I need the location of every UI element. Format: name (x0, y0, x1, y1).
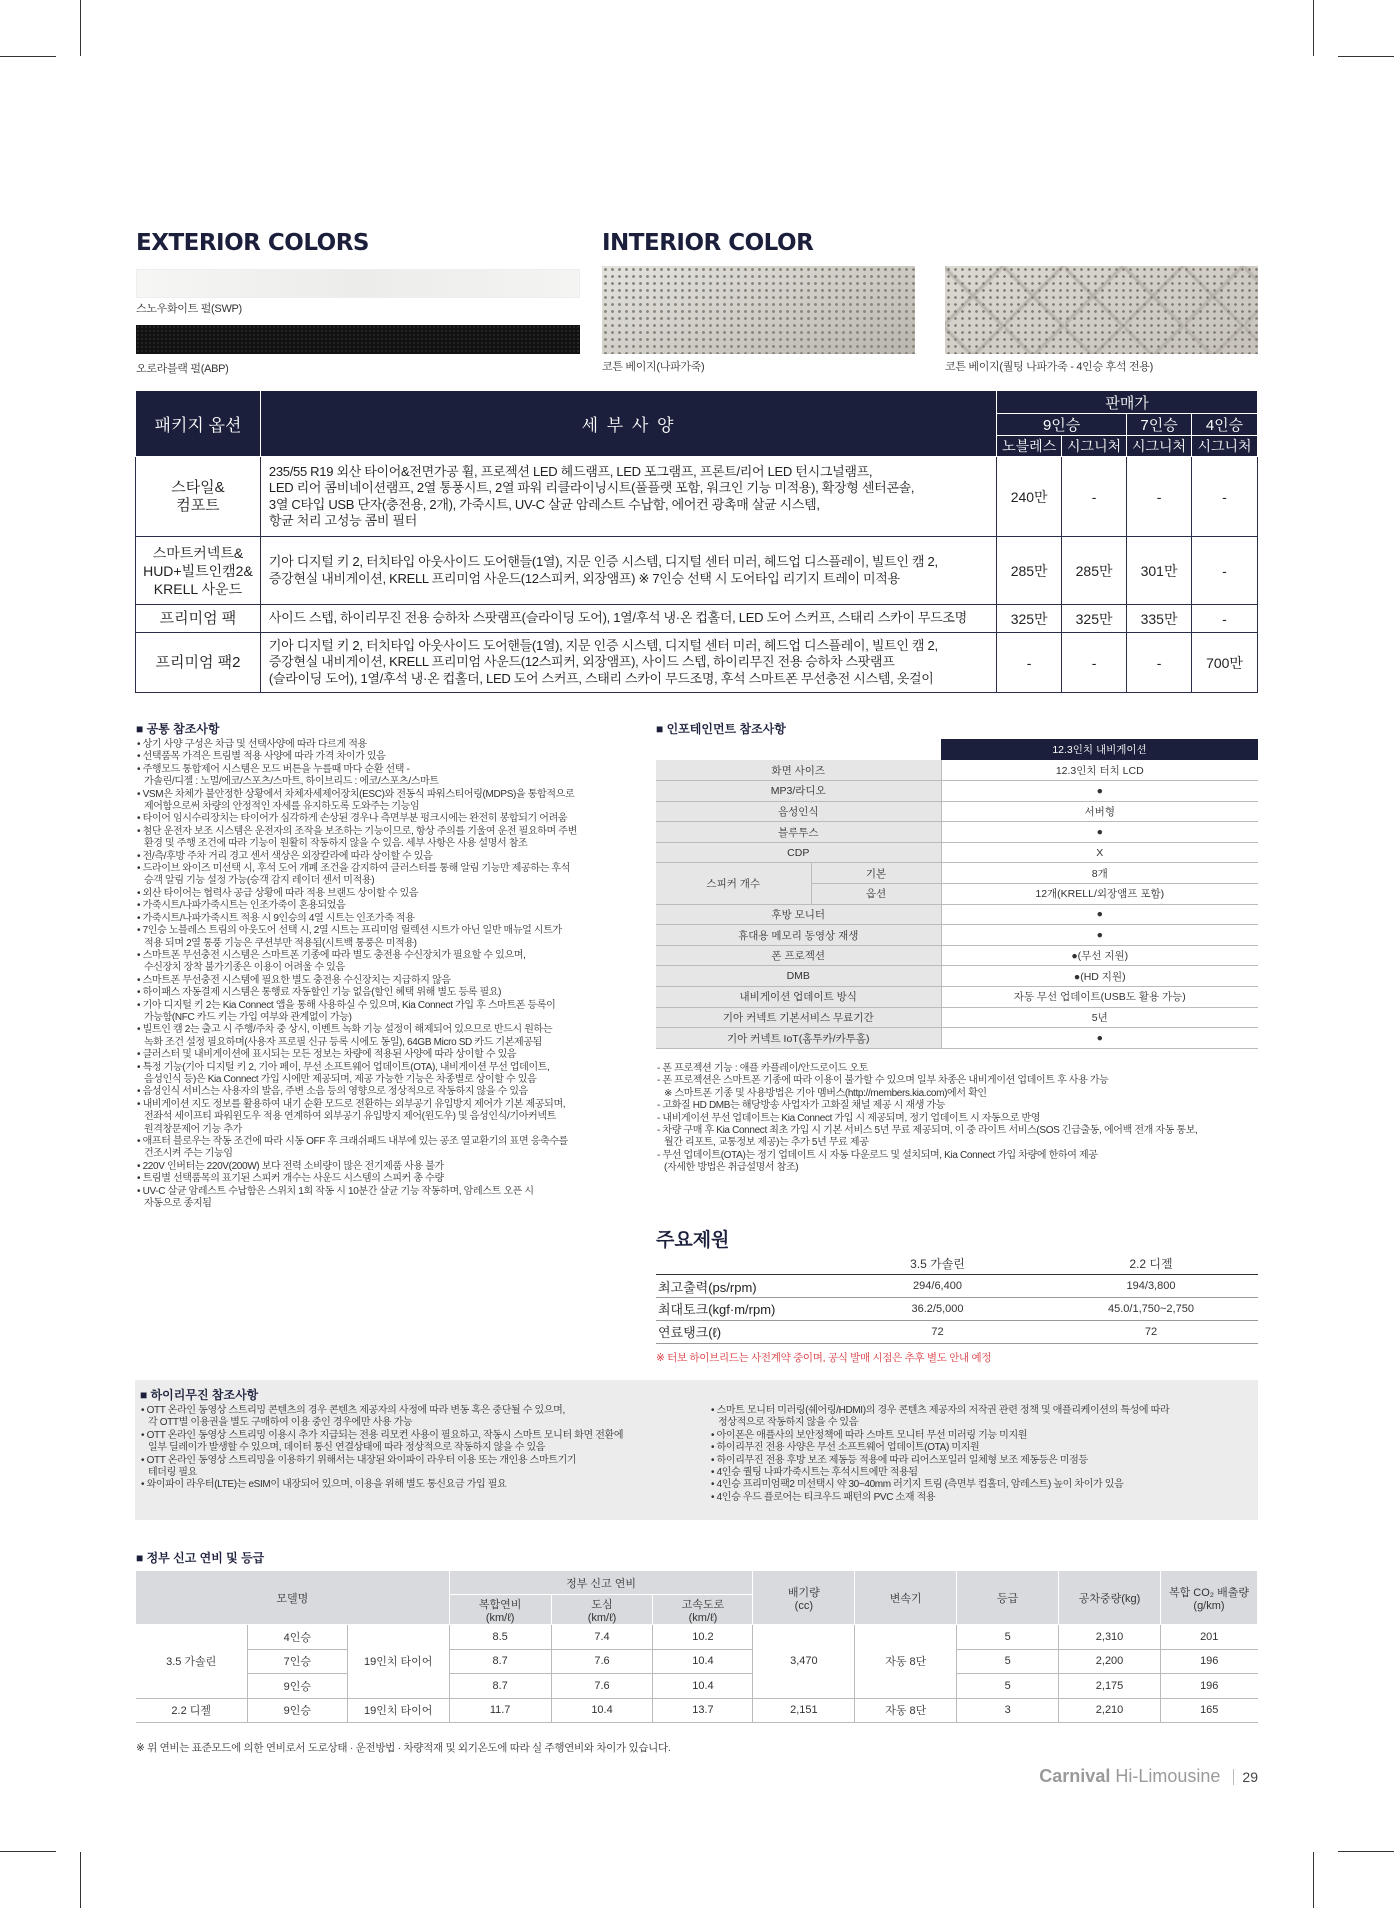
crop-mark (1338, 56, 1394, 57)
sub-signature: 시그니처 (1127, 436, 1192, 457)
specs-value: 294/6,400 (831, 1275, 1044, 1298)
infotainment-label: 화면 사이즈 (656, 760, 941, 781)
exterior-colors-title: EXTERIOR COLORS (136, 230, 369, 256)
infotainment-value: X (941, 842, 1258, 863)
transmission: 자동 8단 (855, 1698, 957, 1723)
infotainment-row (656, 760, 1258, 781)
price: - (1192, 537, 1258, 605)
infotainment-table (656, 739, 1258, 1049)
fuel-head-disp: 배기량 (cc) (753, 1571, 855, 1625)
specs-title: 주요제원 (656, 1230, 730, 1251)
city: 7.6 (551, 1649, 653, 1674)
co2: 165 (1160, 1698, 1257, 1723)
seats: 7인승 (247, 1649, 347, 1674)
limousine-note-item: • 하이리무진 전용 후방 보조 제동등 적용에 따라 리어스포일러 일체형 보조 제동등은 미점등 (710, 1455, 1255, 1467)
fuel-head-weight: 공차중량(kg) (1059, 1571, 1161, 1625)
infotainment-value: 5년 (941, 1007, 1258, 1028)
weight: 2,210 (1059, 1698, 1161, 1723)
transmission: 자동 8단 (855, 1625, 957, 1699)
group-7-seat: 7인승 (1127, 414, 1192, 436)
limousine-note-item: • 아이폰은 애플사의 보안정책에 따라 스마트 모니터 무선 미러링 기능 미지원 (710, 1430, 1255, 1442)
common-note-item: • 클러스터 및 내비게이션에 표시되는 모든 정보는 차량에 적용된 사양에 따라 상이할 수 있음 (136, 1049, 636, 1061)
infotainment-value: 자동 무선 업데이트(USB도 활용 가능) (941, 987, 1258, 1008)
infotainment-label: 후방 모니터 (656, 904, 941, 925)
seats: 9인승 (247, 1674, 347, 1699)
infotainment-row (656, 966, 1258, 987)
infotainment-label: 음성인식 (656, 801, 941, 822)
infotainment-sublabel: 기본 (811, 863, 941, 884)
weight: 2,175 (1059, 1674, 1161, 1699)
sub-noblesse: 노블레스 (997, 436, 1062, 457)
infotainment-header: 12.3인치 내비게이션 (941, 739, 1258, 760)
specs-row (656, 1298, 1258, 1321)
infotainment-notes (656, 1063, 1266, 1175)
page-footer (1039, 1766, 1258, 1787)
package-options-table (135, 390, 1258, 693)
limousine-note-item: • 4인승 프리미엄팩2 미선택시 약 30~40mm 러기지 트림 (측면부 컵홀더, 암레스트) 높이 차이가 있음 (710, 1479, 1255, 1491)
package-name: 프리미엄 팩 (136, 605, 261, 633)
tire: 19인치 타이어 (347, 1625, 449, 1699)
package-row (136, 457, 1258, 537)
limousine-note-item: • OTT 온라인 동영상 스트리밍 이용시 추가 지급되는 전용 리모컨 사용이 필요하고, 작동시 스마트 모니터 화면 전환에 일부 딜레이가 발생할 수 있으며, 데이터 통신 연결상태에 따라 정상적으로 작동하지 않을 수 있음 (140, 1430, 685, 1455)
common-note-item: • 드라이브 와이즈 미선택 시, 후석 도어 개폐 조건을 감지하여 클러스터를 통해 알림 기능만 제공하는 후석 승객 알림 기능 설정 가능(승객 감지 레이더 센서 미적용) (136, 863, 636, 888)
infotainment-label: 내비게이션 업데이트 방식 (656, 987, 941, 1008)
crop-mark (1338, 1851, 1394, 1852)
infotainment-value: 12개(KRELL/외장앰프 포함) (941, 884, 1258, 905)
specs-note: ※ 터보 하이브리드는 사전계약 중이며, 공식 발매 시점은 추후 별도 안내 예정 (656, 1352, 992, 1364)
grade: 3 (957, 1698, 1059, 1723)
package-desc: 사이드 스텝, 하이리무진 전용 승하차 스팟램프(슬라이딩 도어), 1열/후석 냉·온 컵홀더, LED 도어 스커프, 스태리 스카이 무드조명 (260, 605, 996, 633)
price: - (1062, 633, 1127, 693)
highway: 10.4 (653, 1674, 753, 1699)
crop-mark (80, 1852, 81, 1908)
limousine-notes-left (140, 1405, 685, 1492)
infotainment-value: 8개 (941, 863, 1258, 884)
price: 700만 (1192, 633, 1258, 693)
exterior-swatch-white (136, 269, 580, 298)
specs-table (656, 1252, 1258, 1344)
interior-swatch-nappa (602, 266, 915, 354)
combined: 8.7 (449, 1649, 551, 1674)
infotainment-label: 기아 커넥트 IoT(홈투카/카투홈) (656, 1028, 941, 1049)
highway: 10.2 (653, 1625, 753, 1650)
seats: 9인승 (247, 1698, 347, 1723)
fuel-head-city: 도심 (km/ℓ) (551, 1595, 653, 1625)
col-spec-header: 세 부 사 양 (260, 391, 996, 457)
common-note-item: • 내비게이션 지도 정보를 활용하여 내기 순환 모드로 전환하는 외부공기 유입방지 제어가 기본 제공되며, 전좌석 세이프티 파워윈도우 적용 연계하여 외부공기 유입방지 제어(윈도우) 및 음성인식/기아커넥트 원격창문제어 기능 추가 (136, 1099, 636, 1136)
common-note-item: • 전/측/후방 주차 거리 경고 센서 색상은 외장칼라에 따라 상이할 수 있음 (136, 851, 636, 863)
common-note-item: • 트림별 선택품목의 표기된 스피커 개수는 사운드 시스템의 스피커 총 수량 (136, 1173, 636, 1185)
common-note-item: • 외산 타이어는 협력사 공급 상황에 따라 적용 브랜드 상이할 수 있음 (136, 888, 636, 900)
infotainment-value: 12.3인치 터치 LCD (941, 760, 1258, 781)
infotainment-value: ●(무선 지원) (941, 945, 1258, 966)
infotainment-row (656, 1028, 1258, 1049)
package-name: 스마트커넥트& HUD+빌트인캠2& KRELL 사운드 (136, 537, 261, 605)
price: 285만 (997, 537, 1062, 605)
price: 325만 (1062, 605, 1127, 633)
sub-signature: 시그니처 (1192, 436, 1258, 457)
co2: 196 (1160, 1674, 1257, 1699)
fuel-note: ※ 위 연비는 표준모드에 의한 연비로서 도로상태 · 운전방법 · 차량적재 및 외기온도에 따라 실 주행연비와 차이가 있습니다. (136, 1742, 671, 1754)
limousine-note-item: • 4인승 퀄팅 나파가죽시트는 후석시트에만 적용됨 (710, 1467, 1255, 1479)
fuel-head-grade: 등급 (957, 1571, 1059, 1625)
fuel-head-combined: 복합연비 (km/ℓ) (449, 1595, 551, 1625)
infotainment-row (656, 801, 1258, 822)
common-notes-title: ■ 공통 참조사항 (136, 720, 219, 737)
limousine-note-item: • 스마트 모니터 미러링(쉐어링/HDMI)의 경우 콘텐츠 제공자의 저작권 관련 정책 및 애플리케이션의 특성에 따라 정상적으로 작동하지 않을 수 있음 (710, 1405, 1255, 1430)
weight: 2,310 (1059, 1625, 1161, 1650)
col-price-header: 판매가 (997, 391, 1258, 414)
price: - (1192, 457, 1258, 537)
infotainment-value: ● (941, 781, 1258, 802)
infotainment-label: CDP (656, 842, 941, 863)
limousine-notes-right (710, 1405, 1255, 1504)
crop-mark (0, 1851, 56, 1852)
sub-signature: 시그니처 (1062, 436, 1127, 457)
infotainment-label: 기아 커넥트 기본서비스 무료기간 (656, 1007, 941, 1028)
package-desc: 기아 디지털 키 2, 터치타입 아웃사이드 도어핸들(1열), 지문 인증 시스템, 디지털 센터 미러, 헤드업 디스플레이, 빌트인 캠 2, 증강현실 내비게이션, KRELL 프리미엄 사운드(12스피커, 외장앰프), 사이드 스텝, 하이리무진 전용 승하차 스팟램프 (슬라이딩 도어), 1열/후석 냉·온 컵홀더, LED 도어 스커프, 스태리 스카이 무드조명, 후석 스마트폰 무선충전 시스템, 옷걸이 (260, 633, 996, 693)
interior-swatch-label: 코튼 베이지(나파가죽) (602, 361, 705, 373)
fuel-head-model: 모델명 (136, 1571, 450, 1625)
combined: 8.5 (449, 1625, 551, 1650)
limousine-note-item: • 4인승 우드 플로어는 티크우드 패턴의 PVC 소재 적용 (710, 1492, 1255, 1504)
specs-value: 36.2/5,000 (831, 1298, 1044, 1321)
fuel-head-highway: 고속도로 (km/ℓ) (653, 1595, 753, 1625)
common-note-item: • 가죽시트/나파가죽시트 적용 시 9인승의 4열 시트는 인조가죽 적용 (136, 913, 636, 925)
common-note-item: • 하이패스 자동결제 시스템은 통행료 자동할인 기능 없음(할인 혜택 위해 별도 등록 필요) (136, 987, 636, 999)
exterior-swatch-black (136, 325, 580, 354)
fuel-table (135, 1570, 1258, 1723)
common-note-item: • 음성인식 서비스는 사용자의 발음, 주변 소음 등의 영향으로 정상적으로 작동하지 않을 수 있음 (136, 1086, 636, 1098)
seats: 4인승 (247, 1625, 347, 1650)
infotainment-row (656, 863, 1258, 884)
crop-mark (80, 0, 81, 56)
infotainment-value: ●(HD 지원) (941, 966, 1258, 987)
specs-value: 45.0/1,750~2,750 (1044, 1298, 1258, 1321)
infotainment-label: 스피커 개수 (656, 863, 811, 904)
grade: 5 (957, 1625, 1059, 1650)
price: - (1192, 605, 1258, 633)
interior-swatch-quilted (945, 266, 1258, 354)
common-note-item: • 스마트폰 무선충전 시스템에 필요한 별도 충전용 수신장치는 지급하지 않음 (136, 975, 636, 987)
package-name: 스타일& 컴포트 (136, 457, 261, 537)
combined: 11.7 (449, 1698, 551, 1723)
footer-brand: Carnival (1039, 1766, 1111, 1786)
infotainment-note-item: - 무선 업데이트(OTA)는 정기 업데이트 시 자동 다운로드 및 설치되며, Kia Connect 가입 차량에 한하여 제공 (자세한 방법은 취급설명서 참조) (657, 1149, 1098, 1174)
specs-value: 194/3,800 (1044, 1275, 1258, 1298)
infotainment-row (656, 1007, 1258, 1028)
limousine-note-item: • 와이파이 라우터(LTE)는 eSIM이 내장되어 있으며, 이용을 위해 별도 통신요금 가입 필요 (140, 1479, 685, 1491)
price: 335만 (1127, 605, 1192, 633)
co2: 201 (1160, 1625, 1257, 1650)
engine: 3.5 가솔린 (136, 1625, 248, 1699)
fuel-title: ■ 정부 신고 연비 및 등급 (136, 1549, 264, 1566)
grade: 5 (957, 1674, 1059, 1699)
infotainment-value: ● (941, 904, 1258, 925)
group-9-seat: 9인승 (997, 414, 1127, 436)
common-note-item: • 스마트폰 무선충전 시스템은 스마트폰 기종에 따라 별도 충전용 수신장치가 필요할 수 있으며, 수신장치 장착 불가기종은 이용이 어려울 수 있음 (136, 950, 636, 975)
infotainment-note-item: - 폰 프로젝션 기능 : 애플 카플레이/안드로이드 오토 (657, 1063, 869, 1074)
infotainment-row (656, 822, 1258, 843)
common-note-item: • 타이어 임시수리장치는 타이어가 심각하게 손상된 경우나 측면부분 펑크시에는 완전히 봉합되기 어려움 (136, 813, 636, 825)
displacement: 3,470 (753, 1625, 855, 1699)
package-name: 프리미엄 팩2 (136, 633, 261, 693)
package-desc: 기아 디지털 키 2, 터치타입 아웃사이드 도어핸들(1열), 지문 인증 시스템, 디지털 센터 미러, 헤드업 디스플레이, 빌트인 캠 2, 증강현실 내비게이션, KRELL 프리미엄 사운드(12스피커, 외장앰프) ※ 7인승 선택 시 도어타입 리기지 트레이 미적용 (260, 537, 996, 605)
highway: 13.7 (653, 1698, 753, 1723)
displacement: 2,151 (753, 1698, 855, 1723)
common-note-item: • 상기 사양 구성은 차급 및 선택사양에 따라 다르게 적용 (136, 739, 636, 751)
common-note-item: • 첨단 운전자 보조 시스템은 운전자의 조작을 보조하는 기능이므로, 항상 주의를 기울여 운전 필요하며 주변 환경 및 주행 조건에 따라 기능이 원활히 작동하지 않을 수 있음. 세부 사항은 사용 설명서 참조 (136, 826, 636, 851)
infotainment-label: DMB (656, 966, 941, 987)
fuel-row (136, 1698, 1258, 1723)
infotainment-label: 블루투스 (656, 822, 941, 843)
common-note-item: • 특정 기능(기아 디지털 키 2, 기아 페이, 무선 소프트웨어 업데이트(OTA), 내비게이션 무선 업데이트, 음성인식 등)은 Kia Connect 가입 시에만 제공되며, 제공 가능한 기능은 차종별로 상이할 수 있음 (136, 1062, 636, 1087)
limousine-note-item: • OTT 온라인 동영상 스트리밍 콘텐츠의 경우 콘텐츠 제공자의 사정에 따라 변동 혹은 중단될 수 있으며, 각 OTT별 이용권을 별도 구매하여 이용 중인 경우에만 사용 가능 (140, 1405, 685, 1430)
specs-label: 최대토크(kgf·m/rpm) (656, 1298, 831, 1321)
city: 7.4 (551, 1625, 653, 1650)
exterior-swatch-label: 오로라블랙 펄(ABP) (136, 363, 229, 375)
price: 325만 (997, 605, 1062, 633)
specs-label: 최고출력(ps/rpm) (656, 1275, 831, 1298)
specs-value: 72 (831, 1320, 1044, 1343)
common-note-item: • 220V 인버터는 220V(200W) 보다 전력 소비량이 많은 전기제품 사용 불가 (136, 1161, 636, 1173)
infotainment-label: 휴대용 메모리 동영상 재생 (656, 925, 941, 946)
common-note-item: • VSM은 차체가 불안정한 상황에서 차체자세제어장치(ESC)와 전동식 파워스티어링(MDPS)을 통합적으로 제어함으로써 차량의 안정적인 자세를 유지하도록 도와주는 기능임 (136, 789, 636, 814)
interior-swatch-label: 코튼 베이지(퀄팅 나파가죽 - 4인승 후석 전용) (945, 361, 1153, 373)
footer-model: Hi-Limousine (1115, 1766, 1221, 1786)
infotainment-row (656, 987, 1258, 1008)
infotainment-row (656, 945, 1258, 966)
specs-row (656, 1275, 1258, 1298)
col-package-header: 패키지 옵션 (136, 391, 261, 457)
fuel-row (136, 1674, 1258, 1699)
limousine-note-item: • OTT 온라인 동영상 스트리밍을 이용하기 위해서는 내장된 와이파이 라우터 이용 또는 개인용 스마트기기 테더링 필요 (140, 1455, 685, 1480)
group-4-seat: 4인승 (1192, 414, 1258, 436)
price: 240만 (997, 457, 1062, 537)
fuel-head-gov: 정부 신고 연비 (449, 1571, 753, 1595)
price: 301만 (1127, 537, 1192, 605)
infotainment-note-item: - 내비게이션 무선 업데이트는 Kia Connect 가입 시 제공되며, 정기 업데이트 시 자동으로 반영 (657, 1112, 1041, 1124)
weight: 2,200 (1059, 1649, 1161, 1674)
co2: 196 (1160, 1649, 1257, 1674)
city: 10.4 (551, 1698, 653, 1723)
page-number: 29 (1233, 1769, 1258, 1785)
common-note-item: • 애프터 블로우는 작동 조건에 따라 시동 OFF 후 크래쉬패드 내부에 있는 공조 열교환기의 표면 응축수를 건조시켜 주는 기능임 (136, 1136, 636, 1161)
engine: 2.2 디젤 (136, 1698, 248, 1723)
common-notes-list (136, 739, 636, 1210)
package-row (136, 633, 1258, 693)
price: - (997, 633, 1062, 693)
infotainment-row (656, 781, 1258, 802)
limousine-notes-title: ■ 하이리무진 참조사항 (140, 1386, 258, 1403)
specs-col: 3.5 가솔린 (831, 1252, 1044, 1275)
fuel-head-co2: 복합 CO₂ 배출량 (g/km) (1160, 1571, 1257, 1625)
infotainment-row (656, 842, 1258, 863)
price: - (1127, 457, 1192, 537)
common-note-item: • UV-C 살균 암레스트 수납함은 스위치 1회 작동 시 10분간 살균 기능 작동하며, 암레스트 오픈 시 자동으로 종지됨 (136, 1186, 636, 1211)
infotainment-row (656, 904, 1258, 925)
infotainment-note-item: - 폰 프로젝션은 스마트폰 기종에 따라 이용이 불가할 수 있으며 일부 차종은 내비게이션 업데이트 후 사용 가능 ※ 스마트폰 기종 및 사용방법은 기아 멤버스(http://members.kia.com)에서 확인 (657, 1075, 1109, 1099)
specs-col: 2.2 디젤 (1044, 1252, 1258, 1275)
infotainment-note-item: - 차량 구매 후 Kia Connect 최초 가입 시 기본 서비스 5년 무료 제공되며, 이 중 라이트 서비스(SOS 긴급출동, 에어백 전개 자동 통보, 월간 리포트, 교통정보 제공)는 추가 5년 무료 제공 (657, 1125, 1198, 1149)
infotainment-label: 폰 프로젝션 (656, 945, 941, 966)
common-note-item: • 주행모드 통합제어 시스템은 모드 버튼을 누를때 마다 순환 선택 - 가솔린/디젤 : 노멀/에코/스포츠/스마트, 하이브리드 : 에코/스포츠/스마트 (136, 764, 636, 789)
price: 285만 (1062, 537, 1127, 605)
package-row (136, 605, 1258, 633)
common-note-item: • 기아 디지털 키 2는 Kia Connect 앱을 통해 사용하실 수 있으며, Kia Connect 가입 후 스마트폰 등록이 가능함(NFC 카드 키는 가입 여부와 관계없이 가능) (136, 1000, 636, 1025)
package-row (136, 537, 1258, 605)
fuel-row (136, 1649, 1258, 1674)
combined: 8.7 (449, 1674, 551, 1699)
infotainment-row (656, 925, 1258, 946)
infotainment-value: ● (941, 822, 1258, 843)
crop-mark (0, 56, 56, 57)
common-note-item: • 7인승 노블레스 트림의 아웃도어 선택 시, 2열 시트는 프리미엄 릴렉션 시트가 아닌 일반 매뉴얼 시트가 적용 되며 2열 통풍 기능은 쿠션부만 적용됨(시트백 통풍은 미적용) (136, 925, 636, 950)
specs-value: 72 (1044, 1320, 1258, 1343)
tire: 19인치 타이어 (347, 1698, 449, 1723)
infotainment-sublabel: 옵션 (811, 884, 941, 905)
infotainment-label: MP3/라디오 (656, 781, 941, 802)
limousine-note-item: • 하이리무진 전용 사양은 무선 소프트웨어 업데이트(OTA) 미지원 (710, 1442, 1255, 1454)
grade: 5 (957, 1649, 1059, 1674)
crop-mark (1313, 0, 1314, 56)
fuel-head-trans: 변속기 (855, 1571, 957, 1625)
exterior-swatch-label: 스노우화이트 펄(SWP) (136, 303, 242, 315)
fuel-row (136, 1625, 1258, 1650)
infotainment-note-item: - 고화질 HD DMB는 해당방송 사업자가 고화질 채널 제공 시 재생 가능 (657, 1100, 946, 1112)
infotainment-title: ■ 인포테인먼트 참조사항 (656, 720, 786, 737)
price: - (1127, 633, 1192, 693)
common-note-item: • 선택품목 가격은 트림별 적용 사양에 따라 가격 차이가 있음 (136, 751, 636, 763)
highway: 10.4 (653, 1649, 753, 1674)
specs-label: 연료탱크(ℓ) (656, 1320, 831, 1343)
infotainment-value: 서버형 (941, 801, 1258, 822)
infotainment-value: ● (941, 925, 1258, 946)
common-note-item: • 가죽시트/나파가죽시트는 인조가죽이 혼용되었음 (136, 900, 636, 912)
interior-color-title: INTERIOR COLOR (602, 230, 814, 256)
price: - (1062, 457, 1127, 537)
city: 7.6 (551, 1674, 653, 1699)
infotainment-value: ● (941, 1028, 1258, 1049)
crop-mark (1313, 1852, 1314, 1908)
common-note-item: • 빌트인 캠 2는 출고 시 주행/주차 중 상시, 이벤트 녹화 기능 설정이 해제되어 있으므로 반드시 원하는 녹화 조건 설정 필요하며(사용자 프로필 신규 등록 시에도 동일), 64GB Micro SD 카드 기본제공됨 (136, 1024, 636, 1049)
package-desc: 235/55 R19 외산 타이어&전면가공 휠, 프로젝션 LED 헤드램프, LED 포그램프, 프론트/리어 LED 턴시그널램프, LED 리어 콤비네이션램프, 2열 통풍시트, 2열 파워 리클라이닝시트(풀플랫 포함, 워크인 기능 미적용), 확장형 센터콘솔, 3열 C타입 USB 단자(충전용, 2개), 가죽시트, UV-C 살균 암레스트 수납함, 에어컨 광촉매 살균 시스템, 항균 처리 고성능 콤비 필터 (260, 457, 996, 537)
specs-row (656, 1320, 1258, 1343)
